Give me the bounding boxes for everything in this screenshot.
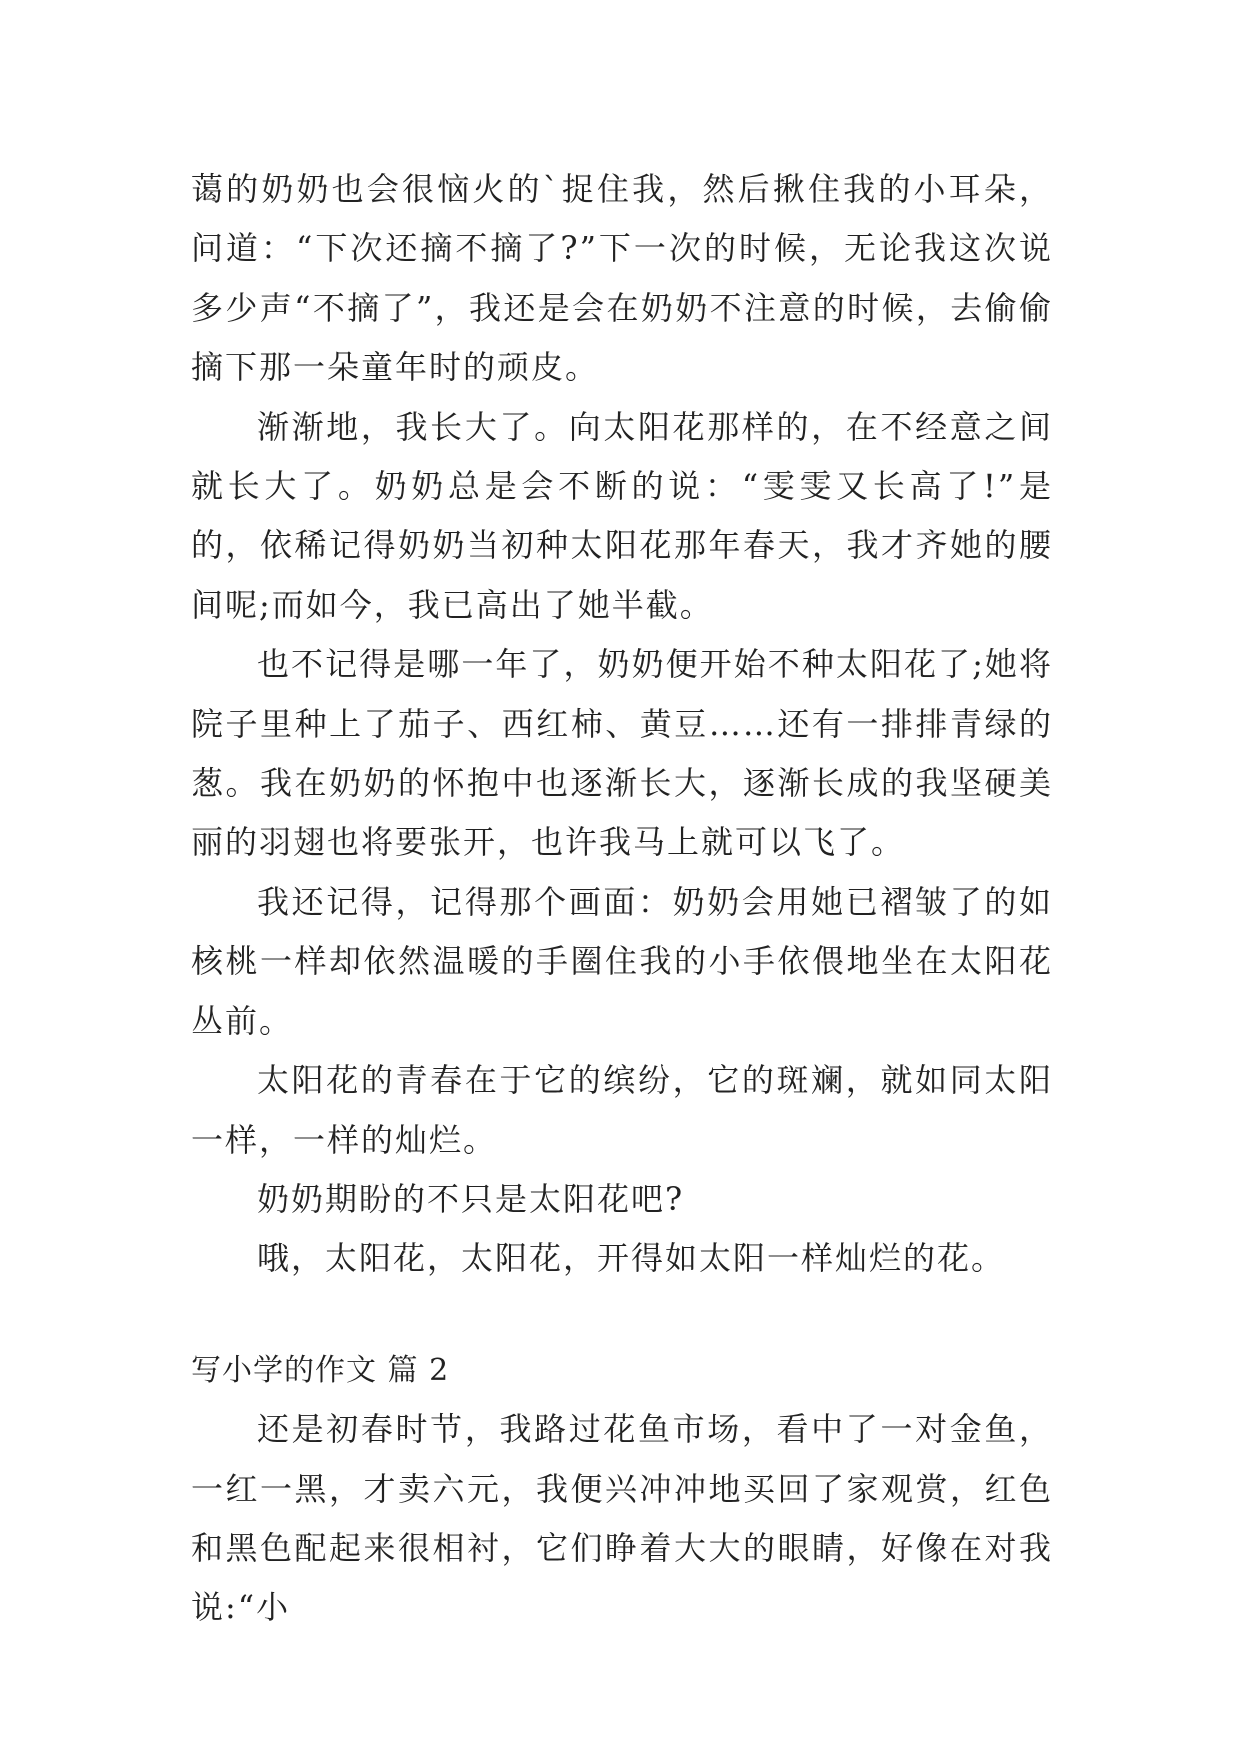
paragraph: 也不记得是哪一年了，奶奶便开始不种太阳花了;她将院子里种上了茄子、西红柿、黄豆……还有一排排青绿的葱。我在奶奶的怀抱中也逐渐长大，逐渐长成的我坚硬美丽的羽翅也将要张开，也许我马上就可以飞了。 xyxy=(191,645,1053,862)
paragraph: 我还记得，记得那个画面：奶奶会用她已褶皱了的如核桃一样却依然温暖的手圈住我的小手依偎地坐在太阳花丛前。 xyxy=(191,882,1053,1040)
paragraph: 奶奶期盼的不只是太阳花吧? xyxy=(257,1179,685,1218)
paragraph: 哦，太阳花，太阳花，开得如太阳一样灿烂的花。 xyxy=(257,1239,1006,1278)
paragraph: 渐渐地，我长大了。向太阳花那样的，在不经意之间就长大了。奶奶总是会不断的说：“雯雯又长高了!”是的，依稀记得奶奶当初种太阳花那年春天，我才齐她的腰间呢;而如今，我已高出了她半截。 xyxy=(191,407,1053,624)
section-heading: 写小学的作文 篇 2 xyxy=(191,1352,450,1388)
document-body xyxy=(191,160,1053,1638)
paragraph: 太阳花的青春在于它的缤纷，它的斑斓，就如同太阳一样，一样的灿烂。 xyxy=(191,1061,1053,1159)
paragraph: 还是初春时节，我路过花鱼市场，看中了一对金鱼，一红一黑，才卖六元，我便兴冲冲地买回了家观赏，红色和黑色配起来很相衬，它们睁着大大的眼睛，好像在对我说:“小 xyxy=(191,1410,1053,1627)
paragraph: 蔼的奶奶也会很恼火的`捉住我，然后揪住我的小耳朵，问道：“下次还摘不摘了?”下一次的时候，无论我这次说多少声“不摘了”，我还是会在奶奶不注意的时候，去偷偷摘下那一朵童年时的顽皮。 xyxy=(191,170,1053,387)
